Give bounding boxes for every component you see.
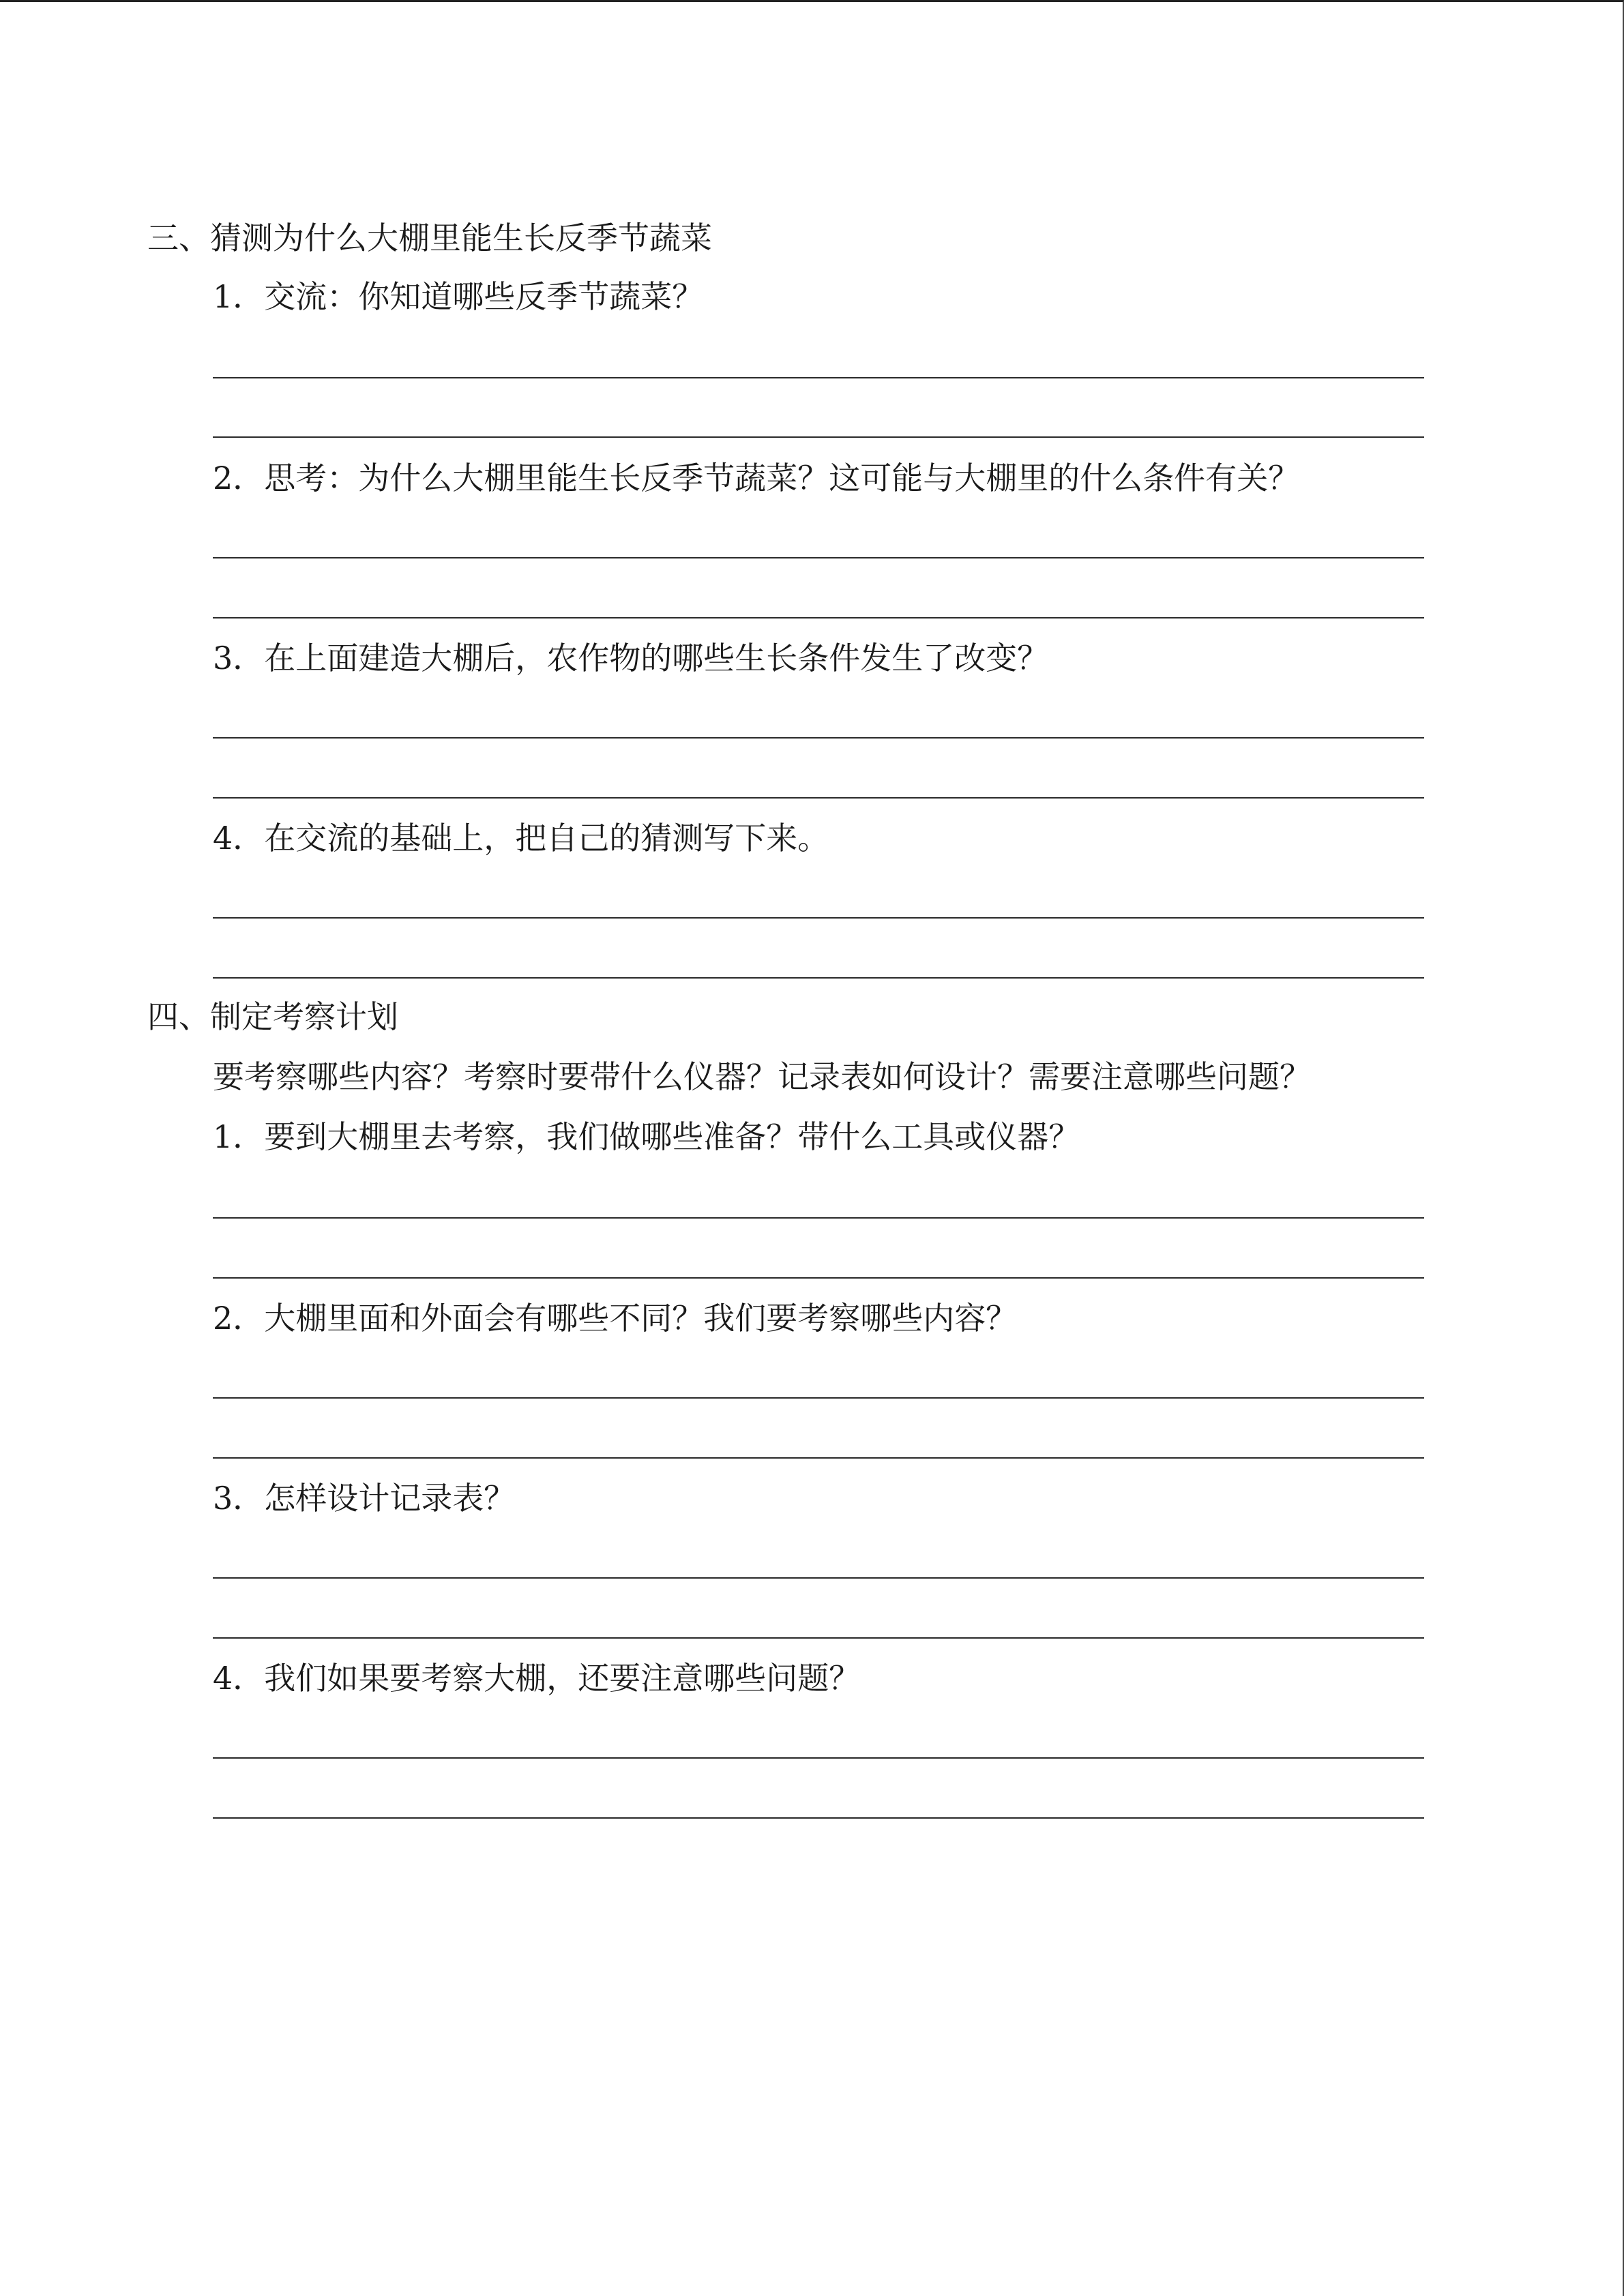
answer-line[interactable] [213, 1397, 1424, 1399]
answer-line[interactable] [213, 1217, 1424, 1219]
answer-line[interactable] [213, 557, 1424, 558]
answer-line[interactable] [213, 1637, 1424, 1639]
answer-line[interactable] [213, 917, 1424, 919]
answer-line[interactable] [213, 1277, 1424, 1279]
answer-line[interactable] [213, 617, 1424, 618]
section-4-question-1: 1．要到大棚里去考察，我们做哪些准备？带什么工具或仪器？ [213, 1118, 1080, 1155]
answer-line[interactable] [213, 1577, 1424, 1579]
section-3-question-2: 2．思考：为什么大棚里能生长反季节蔬菜？这可能与大棚里的什么条件有关？ [213, 460, 1300, 496]
section-4-heading: 四、制定考察计划 [147, 998, 398, 1035]
answer-line[interactable] [213, 1817, 1424, 1819]
answer-line[interactable] [213, 797, 1424, 799]
section-3-question-4: 4．在交流的基础上，把自己的猜测写下来。 [213, 820, 829, 856]
section-3-question-3: 3．在上面建造大棚后，农作物的哪些生长条件发生了改变？ [213, 640, 1049, 676]
section-4-question-2: 2．大棚里面和外面会有哪些不同？我们要考察哪些内容？ [213, 1300, 1018, 1337]
section-3-heading: 三、猜测为什么大棚里能生长反季节蔬菜 [147, 220, 712, 256]
answer-line[interactable] [213, 1757, 1424, 1759]
answer-line[interactable] [213, 1457, 1424, 1459]
section-4-question-3: 3．怎样设计记录表？ [213, 1480, 516, 1517]
section-4-question-4: 4．我们如果要考察大棚，还要注意哪些问题？ [213, 1660, 861, 1697]
section-4-intro: 要考察哪些内容？考察时要带什么仪器？记录表如何设计？需要注意哪些问题？ [213, 1058, 1311, 1095]
answer-line[interactable] [213, 377, 1424, 378]
answer-line[interactable] [213, 436, 1424, 438]
section-3-question-1: 1．交流：你知道哪些反季节蔬菜？ [213, 278, 704, 315]
answer-line[interactable] [213, 977, 1424, 979]
answer-line[interactable] [213, 737, 1424, 739]
